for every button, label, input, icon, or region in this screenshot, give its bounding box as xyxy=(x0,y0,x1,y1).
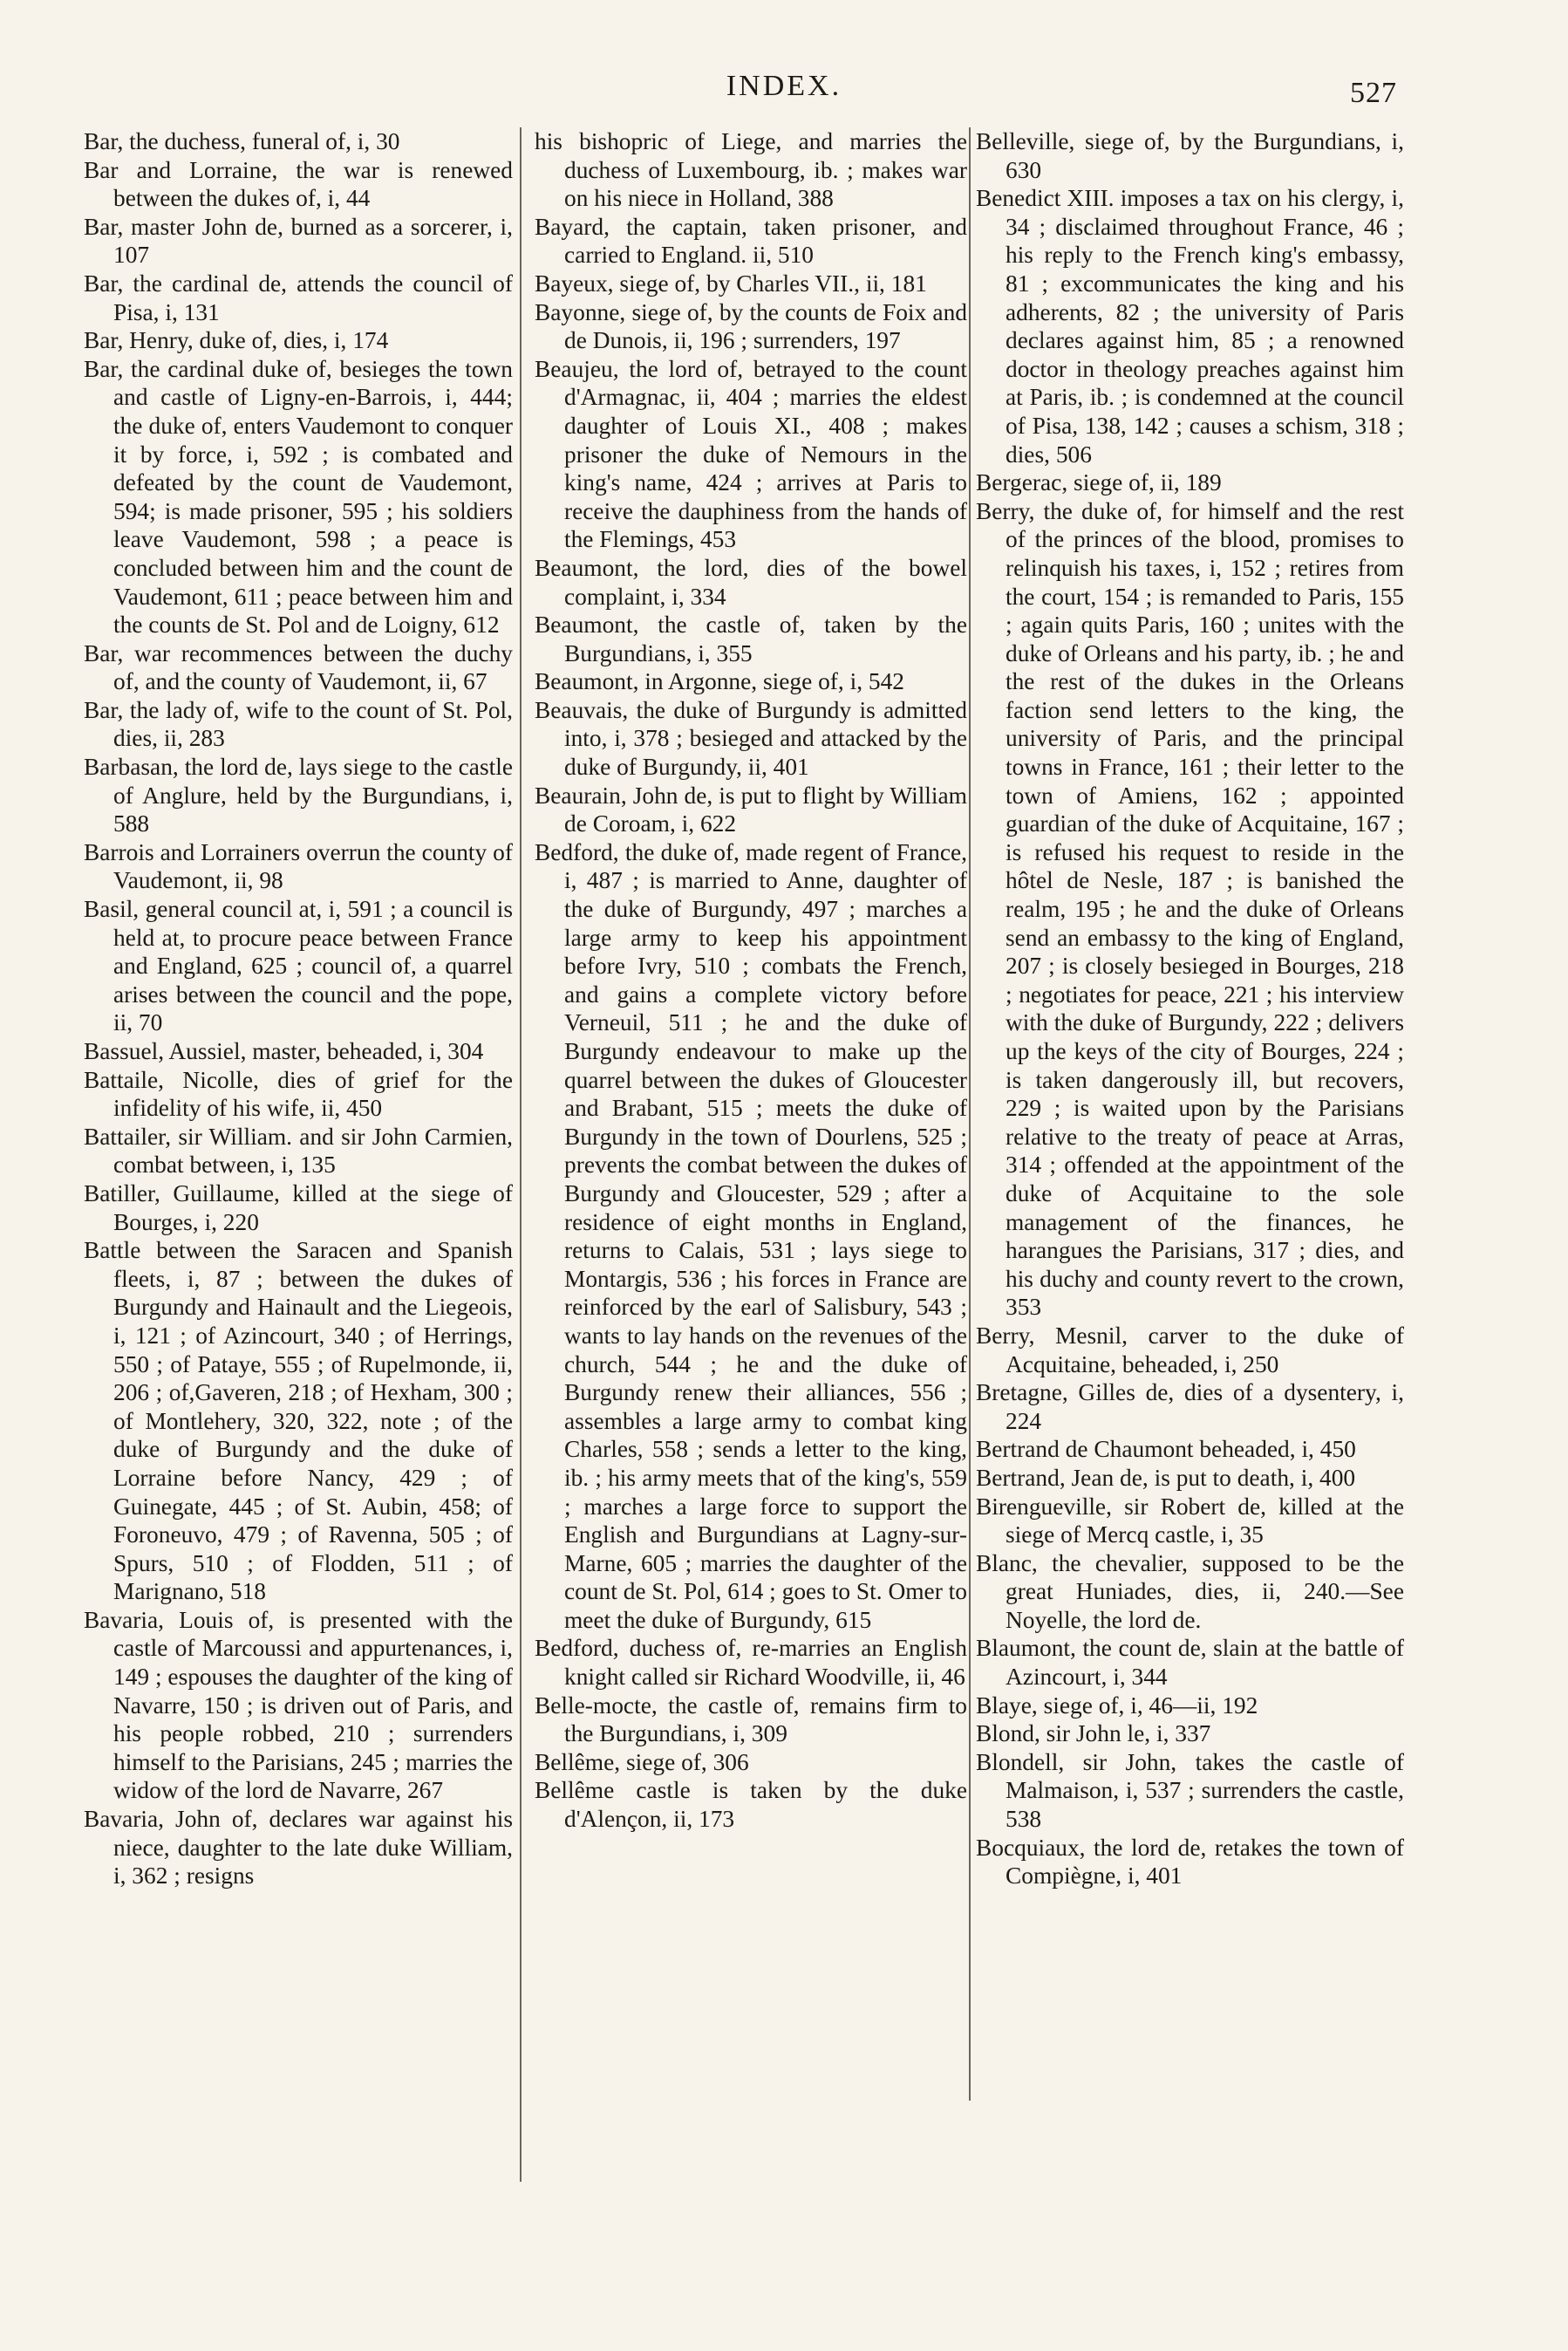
index-entry: Bergerac, siege of, ii, 189 xyxy=(976,469,1222,496)
index-column-2 xyxy=(535,127,967,1834)
index-entry: Bar, war recommences between the duchy of, and the county of Vaudemont, ii, 67 xyxy=(84,639,513,695)
index-entry: Beaumont, in Argonne, siege of, i, 542 xyxy=(535,668,904,695)
index-entry: Barbasan, the lord de, lays siege to the castle of Anglure, held by the Burgundians, i, 588 xyxy=(84,754,513,837)
index-entry: Bayonne, siege of, by the counts de Foix and de Dunois, ii, 196 ; surrenders, 197 xyxy=(535,298,967,354)
index-entry: Bayeux, siege of, by Charles VII., ii, 181 xyxy=(535,270,927,297)
index-entry: Berry, Mesnil, carver to the duke of Acquitaine, beheaded, i, 250 xyxy=(976,1322,1404,1377)
index-entry: Bar, the cardinal de, attends the council of Pisa, i, 131 xyxy=(84,270,513,325)
index-entry: Basil, general council at, i, 591 ; a council is held at, to procure peace between France and England, 625 ; council of, a quarrel arises between the council and the pope, ii, 70 xyxy=(84,896,513,1036)
index-entry: Battaile, Nicolle, dies of grief for the infidelity of his wife, ii, 450 xyxy=(84,1066,513,1122)
index-entry: Bar, the cardinal duke of, besieges the town and castle of Ligny-en-Barrois, i, 444; the duke of, enters Vaudemont to conquer it by force, i, 592 ; is combated and defeated by the count de Vaudemont, 594; is made prisoner, 595 ; his soldiers leave Vaudemont, 598 ; a peace is concluded between him and the count de Vaudemont, 611 ; peace between him and the counts de St. Pol and de Loigny, 612 xyxy=(84,355,513,639)
page-number: 527 xyxy=(1350,77,1397,109)
index-entry: Beaumont, the lord, dies of the bowel complaint, i, 334 xyxy=(535,554,967,610)
index-entry: Blond, sir John le, i, 337 xyxy=(976,1720,1211,1747)
index-entry: Bayard, the captain, taken prisoner, and carried to England. ii, 510 xyxy=(535,213,967,269)
index-entry: Belle-mocte, the castle of, remains firm to the Burgundians, i, 309 xyxy=(535,1691,967,1747)
index-entry: Beauvais, the duke of Burgundy is admitted into, i, 378 ; besieged and attacked by the duke of Burgundy, ii, 401 xyxy=(535,696,967,781)
index-entry: Bar and Lorraine, the war is renewed between the dukes of, i, 44 xyxy=(84,156,513,212)
index-entry: Bar, master John de, burned as a sorcerer, i, 107 xyxy=(84,213,513,269)
index-entry: Bertrand, Jean de, is put to death, i, 400 xyxy=(976,1464,1356,1491)
index-entry: Bavaria, John of, declares war against his niece, daughter to the late duke William, i, 362 ; resigns xyxy=(84,1806,513,1890)
page-title: INDEX. xyxy=(726,70,842,102)
index-entry: Bavaria, Louis of, is presented with the castle of Marcoussi and appurtenances, i, 149 ; espouses the daughter of the king of Navarre, 150 ; is driven out of Paris, and his people robbed, 210 ; surrenders himself to the Parisians, 245 ; marries the widow of the lord de Navarre, 267 xyxy=(84,1606,513,1804)
index-entry: Beaumont, the castle of, taken by the Burgundians, i, 355 xyxy=(535,612,967,666)
index-entry: Bar, the duchess, funeral of, i, 30 xyxy=(84,128,400,154)
index-entry: Birengueville, sir Robert de, killed at the siege of Mercq castle, i, 35 xyxy=(976,1493,1404,1548)
index-entry: Belleville, siege of, by the Burgundians, i, 630 xyxy=(976,128,1404,183)
index-entry: Blondell, sir John, takes the castle of Malmaison, i, 537 ; surrenders the castle, 538 xyxy=(976,1748,1404,1833)
index-entry: Benedict XIII. imposes a tax on his clergy, i, 34 ; disclaimed throughout France, 46 ; his reply to the French king's embassy, 81 ; excommunicates the king and his adherents, 82 ; the university of Paris declares against him, 85 ; a renowned doctor in theology preaches against him at Paris, ib. ; is condemned at the council of Pisa, 138, 142 ; causes a schism, 318 ; dies, 506 xyxy=(976,185,1404,468)
index-entry: Barrois and Lorrainers overrun the county of Vaudemont, ii, 98 xyxy=(84,838,513,894)
index-entry: Battailer, sir William. and sir John Carmien, combat between, i, 135 xyxy=(84,1123,513,1179)
index-entry: Blanc, the chevalier, supposed to be the great Huniades, dies, ii, 240.—See Noyelle, the lord de. xyxy=(976,1549,1404,1633)
index-entry: Bocquiaux, the lord de, retakes the town of Compiègne, i, 401 xyxy=(976,1834,1404,1890)
index-entry: Blaye, siege of, i, 46—ii, 192 xyxy=(976,1691,1258,1719)
index-entry: Bellême castle is taken by the duke d'Alençon, ii, 173 xyxy=(535,1777,967,1833)
index-entry: Bedford, duchess of, re-marries an English knight called sir Richard Woodville, ii, 46 xyxy=(535,1635,967,1691)
index-entry: Bellême, siege of, 306 xyxy=(535,1748,749,1775)
column-divider xyxy=(520,127,522,2182)
index-column-1 xyxy=(84,127,513,1890)
index-entry: Beaujeu, the lord of, betrayed to the count d'Armagnac, ii, 404 ; marries the eldest daughter of Louis XI., 408 ; makes prisoner the duke of Nemours in the king's name, 424 ; arrives at Paris to receive the dauphiness from the hands of the Flemings, 453 xyxy=(535,355,967,553)
index-entry: Bretagne, Gilles de, dies of a dysentery, i, 224 xyxy=(976,1379,1404,1434)
index-entry: Bar, Henry, duke of, dies, i, 174 xyxy=(84,327,389,354)
index-entry: Blaumont, the count de, slain at the battle of Azincourt, i, 344 xyxy=(976,1635,1404,1691)
index-entry: Batiller, Guillaume, killed at the siege of Bourges, i, 220 xyxy=(84,1179,513,1235)
index-entry: Battle between the Saracen and Spanish fleets, i, 87 ; between the dukes of Burgundy and Hainault and the Liegeois, i, 121 ; of Azincourt, 340 ; of Herrings, 550 ; of Pataye, 555 ; of Rupelmonde, ii, 206 ; of,Gaveren, 218 ; of Hexham, 300 ; of Montlehery, 320, 322, note ; of the duke of Burgundy and the duke of Lorraine before Nancy, 429 ; of Guinegate, 445 ; of St. Aubin, 458; of Foroneuvo, 479 ; of Ravenna, 505 ; of Spurs, 510 ; of Flodden, 511 ; of Marignano, 518 xyxy=(84,1237,513,1605)
index-entry: Bar, the lady of, wife to the count of St. Pol, dies, ii, 283 xyxy=(84,696,513,752)
index-entry: Beaurain, John de, is put to flight by William de Coroam, i, 622 xyxy=(535,782,967,837)
index-entry: Bedford, the duke of, made regent of France, i, 487 ; is married to Anne, daughter of the duke of Burgundy, 497 ; marches a large army to keep his appointment before Ivry, 510 ; combats the French, and gains a complete victory before Verneuil, 511 ; he and the duke of Burgundy endeavour to make up the quarrel between the dukes of Gloucester and Brabant, 515 ; meets the duke of Burgundy in the town of Dourlens, 525 ; prevents the combat between the dukes of Burgundy and Gloucester, 529 ; after a residence of eight months in England, returns to Calais, 531 ; lays siege to Montargis, 536 ; his forces in France are reinforced by the earl of Salisbury, 543 ; wants to lay hands on the revenues of the church, 544 ; he and the duke of Burgundy renew their alliances, 556 ; assembles a large army to combat king Charles, 558 ; sends a letter to the king, ib. ; his army meets that of the king's, 559 ; marches a large force to support the English and Burgundians at Lagny-sur-Marne, 605 ; marries the daughter of the count de St. Pol, 614 ; goes to St. Omer to meet the duke of Burgundy, 615 xyxy=(535,838,967,1633)
column-divider xyxy=(969,127,971,2101)
index-entry: Bertrand de Chaumont beheaded, i, 450 xyxy=(976,1436,1356,1463)
index-entry: Berry, the duke of, for himself and the rest of the princes of the blood, promises to relinquish his taxes, i, 152 ; retires from the court, 154 ; is remanded to Paris, 155 ; again quits Paris, 160 ; unites with the duke of Orleans and his party, ib. ; he and the rest of the dukes in the Orleans faction send letters to the king, the university of Paris, and the principal towns in France, 161 ; their letter to the town of Amiens, 162 ; appointed guardian of the duke of Acquitaine, 167 ; is refused his request to reside in the hôtel de Nesle, 187 ; is banished the realm, 195 ; he and the duke of Orleans send an embassy to the king of England, 207 ; is closely besieged in Bourges, 218 ; negotiates for peace, 221 ; his interview with the duke of Burgundy, 222 ; delivers up the keys of the city of Bourges, 224 ; is taken dangerously ill, but recovers, 229 ; is waited upon by the Parisians relative to the treaty of peace at Arras, 314 ; offended at the appointment of the duke of Acquitaine to the sole management of the finances, he harangues the Parisians, 317 ; dies, and his duchy and county revert to the crown, 353 xyxy=(976,497,1404,1321)
index-column-3 xyxy=(976,127,1404,1890)
index-entry: Bassuel, Aussiel, master, beheaded, i, 304 xyxy=(84,1038,484,1064)
index-entry: his bishopric of Liege, and marries the duchess of Luxembourg, ib. ; makes war on his niece in Holland, 388 xyxy=(535,128,967,212)
